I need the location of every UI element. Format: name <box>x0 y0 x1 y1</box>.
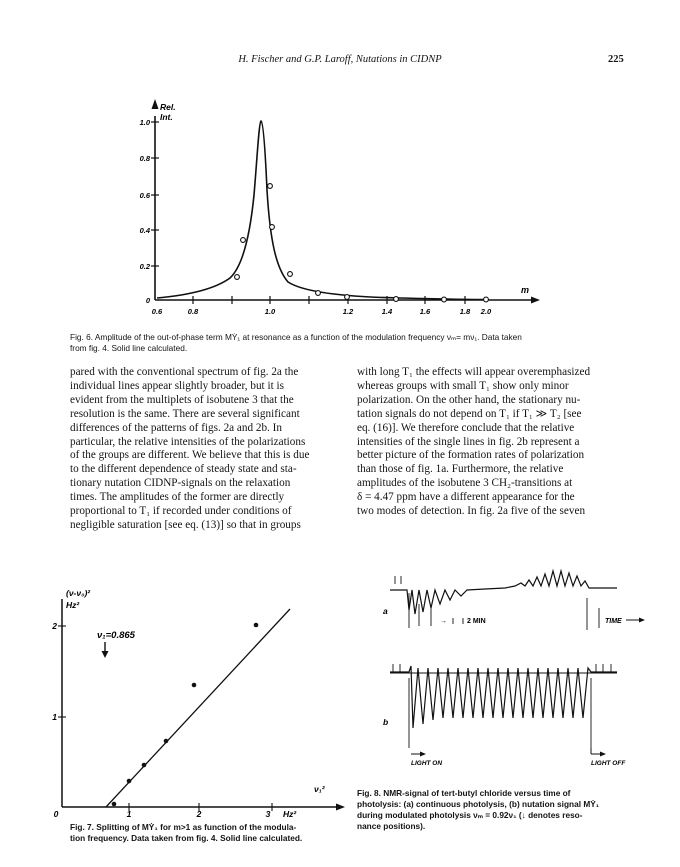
fig6-ytick-1: 1.0 <box>139 118 150 127</box>
fig8-caption <box>357 788 647 832</box>
fig6-data-point <box>235 275 240 280</box>
text-line: tation signals do not depend on T₁ if T₁ ≫ T₂ [see <box>357 407 582 420</box>
fig6-data-point <box>241 238 246 243</box>
fig7-caption-line-2: tion frequency. Data taken from fig. 4. Solid line calculated. <box>70 833 303 843</box>
fig8-caption-line-1: Fig. 8. NMR-signal of tert-butyl chloride versus time of <box>357 788 571 798</box>
fig8-caption-line-2: photolysis: (a) continuous photolysis, (b) nutation signal MẎ₁ <box>357 799 600 809</box>
figure-8 <box>355 568 655 786</box>
text-line: differences of the patterns of figs. 2a and 2b. In <box>70 421 282 434</box>
fig8-panel-b-label: b <box>383 717 389 727</box>
fig7-x-arrow-icon <box>336 804 345 811</box>
fig6-xtick-7: 1.8 <box>459 307 471 316</box>
text-line: polarization. On the other hand, the stationary nu- <box>357 393 581 406</box>
fig6-ylabel-1: Rel. <box>160 102 176 112</box>
fig7-xtick-3: 3 <box>265 809 271 819</box>
fig6-x-arrow-icon <box>531 297 540 304</box>
fig7-caption-line-1: Fig. 7. Splitting of MẎ₁ for m>1 as function of the modula- <box>70 822 297 832</box>
fig7-data-point <box>192 683 197 688</box>
text-line: eq. (16)]. We therefore conclude that the relative <box>357 421 575 434</box>
fig6-ytick-3: 0.6 <box>139 191 150 200</box>
fig7-data-point <box>142 763 147 768</box>
text-line: particular, the relative intensities of the polarizations <box>70 435 306 448</box>
fig6-data-point <box>484 297 489 302</box>
fig8-panel-a-label: a <box>383 606 388 616</box>
fig8-caption-line-4: nance positions). <box>357 821 426 831</box>
fig7-xlabel-1: ν₁² <box>314 784 325 794</box>
fig6-xtick-6: 1.6 <box>419 307 431 316</box>
text-line: to the different dependence of steady state and sta- <box>70 463 297 476</box>
fig8-light-off-label: LIGHT OFF <box>591 760 626 767</box>
fig7-ytick-2: 2 <box>52 621 57 631</box>
fig6-xtick-4: 1.2 <box>342 307 354 316</box>
fig8-trace-a <box>390 571 617 614</box>
text-line: resolution is the same. There are several significant <box>70 407 300 420</box>
figure-6 <box>100 90 560 324</box>
text-line: individual lines appear slightly broader, but it is <box>70 379 284 392</box>
fig7-annotation: ν₁=0.865 <box>97 630 135 641</box>
left-text-column <box>70 366 342 533</box>
fig6-data-point <box>270 225 275 230</box>
fig6-data-point <box>268 184 273 189</box>
text-line: times. The amplitudes of the former are directly <box>70 491 285 504</box>
text-line: δ = 4.47 ppm have a different appearance for the <box>357 491 575 504</box>
fig6-data-point <box>345 295 350 300</box>
fig6-data-point <box>442 297 447 302</box>
fig6-ytick-2: 0.8 <box>139 154 150 163</box>
text-line: better picture of the formation rates of polarization <box>357 449 585 462</box>
text-line: proportional to T₁ if recorded under conditions of <box>70 505 292 518</box>
fig8-time-label: TIME <box>605 618 622 625</box>
text-line: negligible saturation [see eq. (13)] so that in groups <box>70 518 301 531</box>
text-line: with long T₁ the effects will appear overemphasized <box>357 366 591 378</box>
fig6-data-point <box>394 297 399 302</box>
fig6-ytick-6: 0 <box>145 296 150 305</box>
text-line: of the groups are different. We believe that this is due <box>70 449 310 462</box>
figure-7 <box>52 585 352 820</box>
fig6-data-point <box>288 272 293 277</box>
fig8-time-arrow-icon <box>639 618 645 623</box>
fig8-interval-left-arrow: → <box>440 618 447 625</box>
fig6-ytick-5: 0.2 <box>139 262 150 271</box>
fig8-light-off-arrow-icon <box>600 752 606 757</box>
fig7-xtick-0: 0 <box>53 809 59 819</box>
text-line: amplitudes of the isobutene 3 CH₂-transitions at <box>357 477 573 490</box>
fig6-xtick-1: 0.6 <box>151 307 163 316</box>
fig7-ylabel-2: Hz² <box>66 600 80 610</box>
fig7-caption <box>70 822 350 844</box>
fig6-xtick-2: 0.8 <box>187 307 199 316</box>
fig6-ytick-4: 0.4 <box>139 226 150 235</box>
fig7-data-point <box>127 779 132 784</box>
fig6-caption-line-2: from fig. 4. Solid line calculated. <box>70 343 188 353</box>
fig7-xtick-1: 1 <box>126 809 132 819</box>
fig7-data-point <box>112 802 117 807</box>
right-text-column <box>357 366 629 519</box>
fig6-xtick-5: 1.4 <box>381 307 393 316</box>
text-line: two modes of detection. In fig. 2a five of the seven <box>357 505 586 518</box>
fig6-xtick-3: 1.0 <box>264 307 276 316</box>
fig6-y-arrow-icon <box>152 99 159 109</box>
fig6-ylabel-2: Int. <box>160 112 173 122</box>
fig6-xlabel: m <box>521 285 530 295</box>
text-line: evident from the multiplets of isobutene 3 that the <box>70 393 294 406</box>
fig8-trace-b <box>390 666 617 728</box>
fig6-xtick-8: 2.0 <box>480 307 492 316</box>
text-line: pared with the conventional spectrum of fig. 2a the <box>70 366 299 378</box>
fig7-xlabel-2: Hz² <box>283 809 297 819</box>
fig7-down-arrow-icon <box>102 651 109 658</box>
fig6-data-point <box>316 291 321 296</box>
fig7-xtick-2: 2 <box>196 809 202 819</box>
running-title: H. Fischer and G.P. Laroff, Nutations in CIDNP <box>238 54 442 65</box>
fig8-caption-line-3: during modulated photolysis νₘ = 0.92ν₁ (↓ denotes reso- <box>357 810 583 820</box>
page-number: 225 <box>608 54 624 65</box>
fig7-ytick-1: 1 <box>52 712 57 722</box>
fig8-light-on-arrow-icon <box>420 752 426 757</box>
fig6-caption <box>70 332 630 354</box>
text-line: whereas groups with small T₁ show only minor <box>357 379 569 392</box>
fig7-data-point <box>254 623 259 628</box>
fig6-calculated-curve <box>157 121 486 300</box>
fig8-interval-label: 2 MIN <box>467 618 486 625</box>
text-line: intensities of the single lines in fig. 2b represent a <box>357 435 580 448</box>
fig7-data-point <box>164 739 169 744</box>
text-line: than those of fig. 1a. Furthermore, the relative <box>357 463 564 476</box>
fig6-caption-line-1: Fig. 6. Amplitude of the out-of-phase term MẎ₁ at resonance as a function of the modulation frequency νₘ= mν₁. Data taken <box>70 332 522 342</box>
fig7-ylabel-1: (ν-ν₀)² <box>66 588 91 598</box>
fig8-light-on-label: LIGHT ON <box>411 760 443 767</box>
text-line: tionary nutation CIDNP-signals on the relaxation <box>70 477 291 490</box>
